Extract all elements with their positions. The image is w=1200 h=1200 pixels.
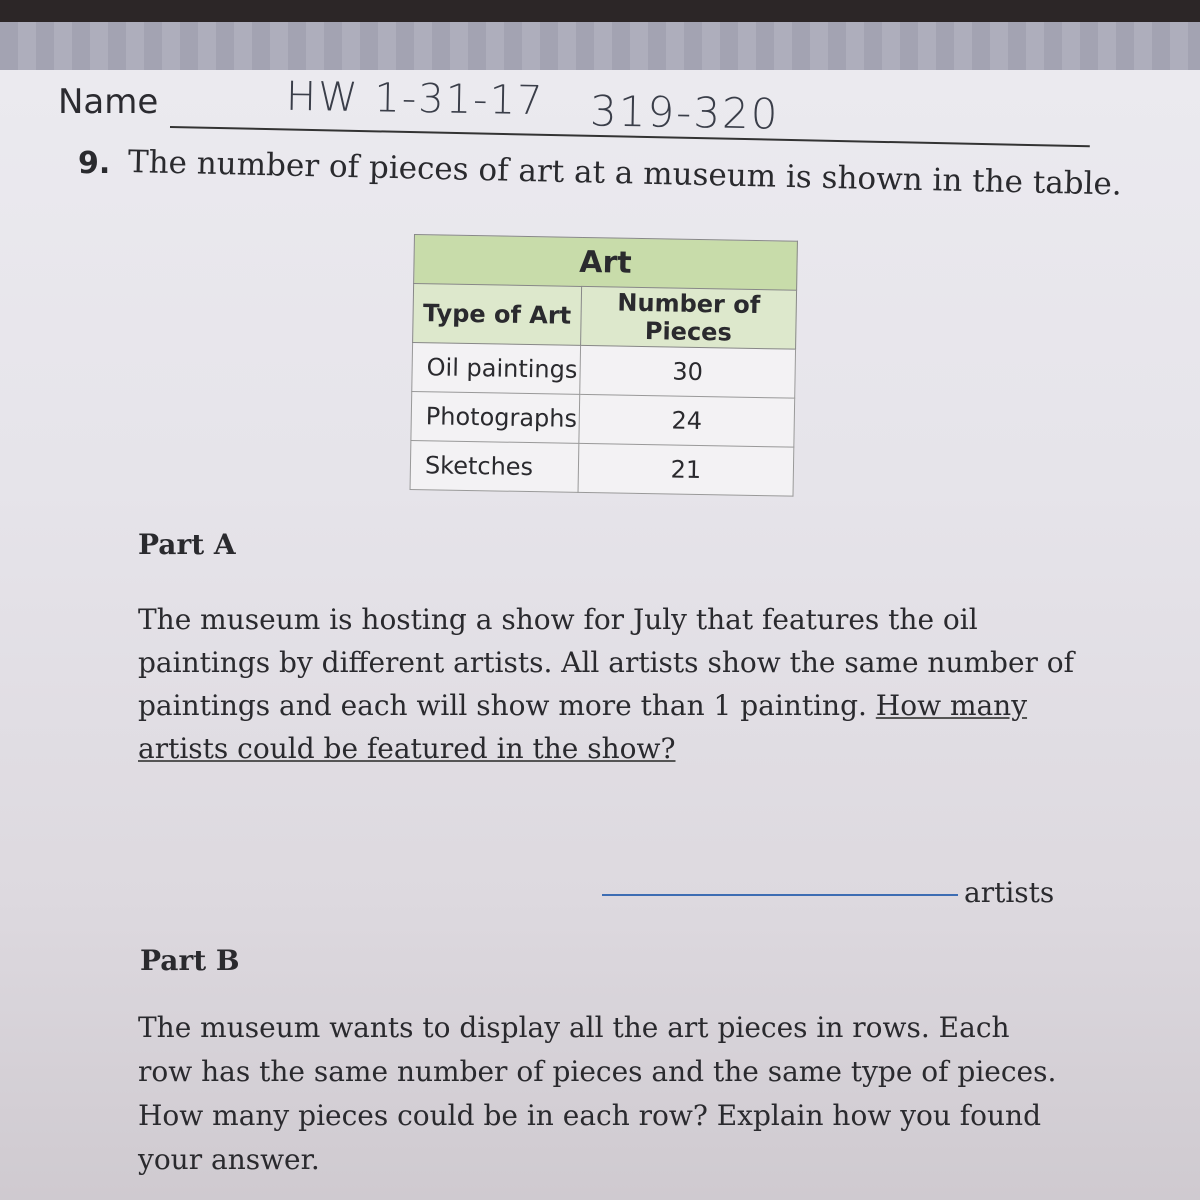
part-a-line: The museum is hosting a show for July that features the oil: [138, 603, 978, 636]
row-type: Sketches: [410, 440, 579, 492]
row-count: 24: [579, 394, 795, 447]
row-type: Photographs: [411, 391, 580, 443]
handwritten-date: HW 1-31-17: [285, 73, 545, 125]
art-table: [410, 234, 804, 497]
part-b-line: your answer.: [138, 1143, 320, 1176]
row-count: 21: [578, 443, 794, 496]
part-a-label: Part A: [138, 528, 236, 561]
background-shadow: [0, 0, 1200, 22]
table-title: Art: [414, 235, 798, 291]
question-text: The number of pieces of art at a museum is shown in the table.: [127, 144, 1123, 203]
row-count: 30: [580, 345, 796, 398]
name-label: Name: [58, 82, 159, 122]
part-b-line: How many pieces could be in each row? Explain how you found: [138, 1099, 1042, 1132]
table-row: [410, 440, 794, 496]
handwritten-pages: 319-320: [589, 86, 780, 139]
part-b-line: row has the same number of pieces and the same type of pieces.: [138, 1055, 1057, 1088]
part-a-line: paintings by different artists. All artists show the same number of: [138, 646, 1075, 679]
part-a-text: [138, 598, 1075, 770]
part-a-line: [138, 684, 1058, 727]
table-row: [411, 391, 795, 447]
table-row: [412, 342, 796, 398]
part-b-text: [138, 1006, 1058, 1182]
header-count: Number of Pieces: [581, 286, 797, 349]
part-b-label: Part B: [140, 944, 240, 977]
part-b-line: The museum wants to display all the art pieces in rows. Each: [138, 1011, 1010, 1044]
answer-unit: artists: [964, 876, 1055, 909]
underlined-question: How many: [875, 689, 1028, 722]
underlined-question: artists could be featured in the show?: [138, 732, 676, 765]
part-a-line-segment: paintings and each will show more than 1 painting.: [138, 689, 876, 722]
answer-line[interactable]: [602, 894, 958, 896]
question-number: 9.: [78, 146, 111, 181]
row-type: Oil paintings: [412, 342, 581, 394]
header-type: Type of Art: [413, 284, 582, 346]
